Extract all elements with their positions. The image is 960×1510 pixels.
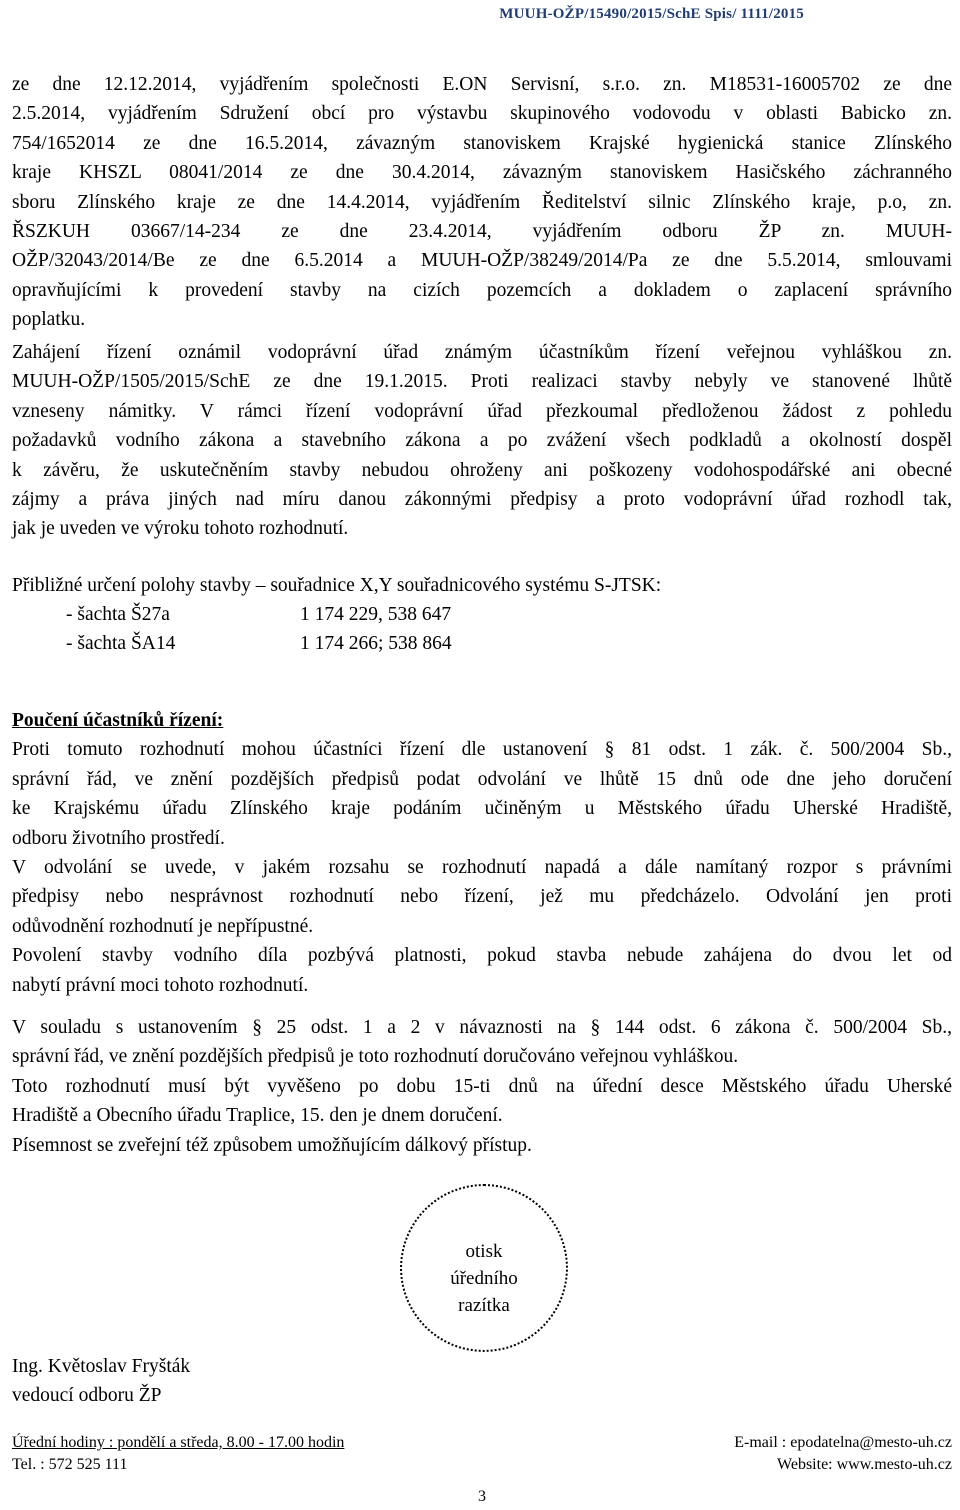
location-intro: [12, 571, 952, 600]
text-line: Hradiště a Obecního úřadu Traplice, 15. den je dnem doručení.: [12, 1105, 503, 1127]
page-footer: [12, 1432, 952, 1476]
text-line: V odvolání se uvede, v jakém rozsahu se rozhodnutí napadá a dále namítaný rozpor s právními: [12, 857, 952, 879]
text-line: opravňujícími k provedení stavby na cizích pozemcích a dokladem o zaplacení správního: [12, 279, 952, 301]
coordinate-row: [66, 629, 452, 658]
footer-website: Website: www.mesto-uh.cz: [777, 1456, 952, 1473]
text-line: MUUH-OŽP/1505/2015/SchE ze dne 19.1.2015. Proti realizaci stavby nebyly ve stanovené lhůtě: [12, 371, 952, 393]
text-line: sboru Zlínského kraje ze dne 14.4.2014, vyjádřením Ředitelství silnic Zlínského kraje, p.o, zn.: [12, 191, 952, 213]
text-line: správní řád, ve znění pozdějších předpisů podat odvolání ve lhůtě 15 dnů ode dne jeho doručení: [12, 768, 952, 790]
text-line: zájmy a práva jiných nad míru danou zákonnými předpisy a proto vodoprávní úřad rozhodl tak,: [12, 489, 952, 511]
text-line: Písemnost se zveřejní též způsobem umožňujícím dálkový přístup.: [12, 1134, 532, 1156]
text-line: ke Krajskému úřadu Zlínského kraje podáním učiněným u Městského úřadu Uherské Hradiště,: [12, 798, 952, 820]
office-hours: Úřední hodiny : pondělí a středa, 8.00 - 17.00 hodin: [12, 1434, 345, 1451]
text-line: odboru životního prostředí.: [12, 827, 225, 849]
text-line: Povolení stavby vodního díla pozbývá platnosti, pokud stavba nebude zahájena do dvou let od: [12, 945, 952, 967]
text-line: Zahájení řízení oznámil vodoprávní úřad známým účastníkům řízení veřejnou vyhláškou zn.: [12, 342, 952, 363]
paragraph-proceedings: [12, 338, 952, 544]
document-reference: MUUH-OŽP/15490/2015/SchE Spis/ 1111/2015: [499, 6, 804, 22]
text-line: Toto rozhodnutí musí být vyvěšeno po dobu 15-ti dnů na úřední desce Městského úřadu Uherské: [12, 1075, 952, 1097]
signature-block: [12, 1352, 190, 1410]
coordinate-label: - šachta ŠA14: [66, 633, 176, 655]
text-line: OŽP/32043/2014/Be ze dne 6.5.2014 a MUUH-OŽP/38249/2014/Pa ze dne 5.5.2014, smlouvami: [12, 250, 952, 272]
text-line: odůvodnění rozhodnutí je nepřípustné.: [12, 915, 314, 937]
coordinate-label: - šachta Š27a: [66, 604, 170, 625]
paragraph-documents: [12, 70, 952, 335]
instruction-section: [12, 706, 952, 1000]
footer-phone: Tel. : 572 525 111: [12, 1456, 128, 1473]
text-line: požadavků vodního zákona a stavebního zákona a po zvážení všech podkladů a okolností dospěl: [12, 430, 952, 452]
text-line: nabytí právní moci tohoto rozhodnutí.: [12, 974, 309, 996]
text-line: ŘSZKUH 03667/14-234 ze dne 23.4.2014, vyjádřením odboru ŽP zn. MUUH-: [12, 221, 952, 243]
text-line: poplatku.: [12, 309, 86, 331]
text-line: k závěru, že uskutečněním stavby nebudou ohroženy ani poškozeny vodohospodářské ani obecné: [12, 459, 952, 481]
coordinate-row: [66, 600, 452, 629]
section-title: Poučení účastníků řízení:: [12, 710, 224, 731]
text-line: V souladu s ustanovením § 25 odst. 1 a 2 v návaznosti na § 144 odst. 6 zákona č. 500/2004 Sb.,: [12, 1017, 952, 1038]
text-line: Přibližné určení polohy stavby – souřadnice X,Y souřadnicového systému S-JTSK:: [12, 575, 662, 596]
coordinate-value: 1 174 229, 538 647: [300, 604, 452, 625]
stamp-text: [402, 1238, 566, 1319]
publication-section: [12, 1013, 952, 1160]
page-number: 3: [478, 1488, 486, 1505]
text-line: ze dne 12.12.2014, vyjádřením společnosti E.ON Servisní, s.r.o. zn. M18531-16005702 ze dne: [12, 74, 952, 95]
footer-row: [12, 1432, 952, 1454]
text-line: jak je uveden ve výroku tohoto rozhodnutí.: [12, 518, 349, 540]
text-line: předpisy nebo nesprávnost rozhodnutí nebo řízení, jež mu předcházelo. Odvolání jen proti: [12, 886, 952, 908]
text-line: správní řád, ve znění pozdějších předpisů je toto rozhodnutí doručováno veřejnou vyhláškou.: [12, 1046, 739, 1068]
coordinates-list: [66, 600, 452, 659]
signatory-name: Ing. Květoslav Fryšták: [12, 1356, 191, 1377]
stamp-line: úředního: [450, 1268, 518, 1289]
stamp-line: razítka: [458, 1295, 510, 1316]
text-line: 2.5.2014, vyjádřením Sdružení obcí pro výstavbu skupinového vodovodu v oblasti Babicko zn.: [12, 103, 952, 125]
official-stamp-placeholder: [400, 1184, 568, 1352]
stamp-line: otisk: [465, 1241, 503, 1262]
coordinate-value: 1 174 266; 538 864: [300, 633, 452, 655]
signatory-role: vedoucí odboru ŽP: [12, 1385, 162, 1406]
text-line: vzneseny námitky. V rámci řízení vodoprávní úřad přezkoumal předloženou žádost z pohledu: [12, 400, 952, 422]
text-line: 754/1652014 ze dne 16.5.2014, závazným stanoviskem Krajské hygienická stanice Zlínského: [12, 132, 952, 154]
text-line: Proti tomuto rozhodnutí mohou účastníci řízení dle ustanovení § 81 odst. 1 zák. č. 500/2004 Sb.,: [12, 739, 952, 761]
footer-email: E-mail : epodatelna@mesto-uh.cz: [734, 1434, 952, 1451]
footer-row: [12, 1454, 952, 1476]
text-line: kraje KHSZL 08041/2014 ze dne 30.4.2014, závazným stanoviskem Hasičského záchranného: [12, 162, 952, 184]
